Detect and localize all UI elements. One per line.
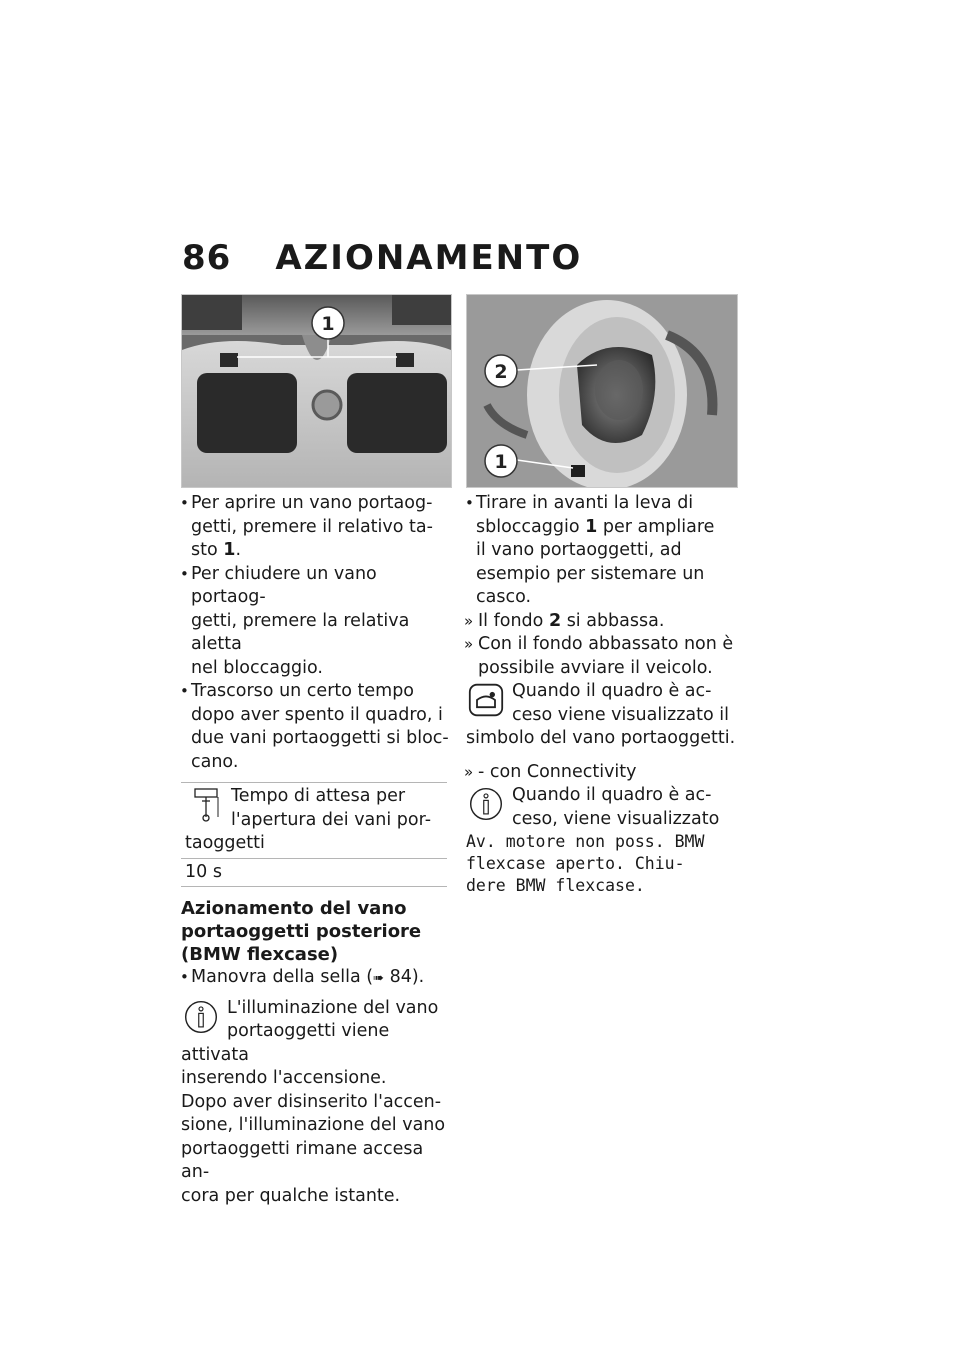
arrow-ref-icon: ➠	[373, 971, 384, 986]
page-header	[182, 238, 582, 288]
photo-callout-1b: 1	[494, 451, 508, 473]
display-message: Av. motore non poss. BMW flexcase aperto. Chiu- dere BMW flexcase.	[466, 832, 705, 895]
spec-table	[181, 782, 447, 887]
left-column	[181, 492, 453, 1208]
photo-callout-1: 1	[321, 313, 335, 335]
dashboard-photo	[181, 294, 452, 488]
page-number: 86	[182, 238, 232, 278]
spec-label-cell: Tempo di attesa per l'apertura dei vani por- taoggetti	[181, 783, 447, 859]
note-symbol: Quando il quadro è ac- ceso viene visualizzato il simbolo del vano portaoggetti.	[466, 681, 736, 748]
storage-compartment-icon	[466, 682, 506, 718]
note-display: Quando il quadro è ac- ceso, viene visualizzato Av. motore non poss. BMW flexcase aperto. Chiu- dere BMW flexcase.	[466, 784, 738, 897]
result-floor: » Il fondo 2 si abbassa.	[464, 610, 665, 631]
subheading: Azionamento del vano portaoggetti posteriore (BMW flexcase)	[181, 898, 422, 965]
bullet-lever: • Tirare in avanti la leva di sbloccaggio 1 per ampliare il vano portaoggetti, ad esempio per sistemare un casco.	[466, 492, 738, 610]
info-icon	[181, 999, 221, 1035]
bullet-manovra: • Manovra della sella (➠ 84).	[181, 966, 453, 991]
info-icon	[466, 786, 506, 822]
stopwatch-icon	[185, 787, 225, 823]
section-title: AZIONAMENTO	[275, 238, 583, 278]
page-link[interactable]: 84	[389, 967, 412, 987]
spec-value: 10 s	[181, 858, 447, 887]
info-note-light: L'illuminazione del vano portaoggetti viene attivata inserendo l'accensione. Dopo aver disinserito l'accen- sione, l'illuminazione del vano portaoggetti rimane accesa an- cora per qualche istante.	[181, 997, 446, 1206]
bullet-timeout: • Trascorso un certo tempo dopo aver spento il quadro, i due vani portaoggetti si bloc- cano.	[181, 680, 453, 774]
storage-photo	[466, 294, 738, 488]
bullet-open: • Per aprire un vano portaog- getti, premere il relativo ta- sto 1.	[181, 492, 453, 563]
right-column	[466, 492, 738, 897]
bullet-close: • Per chiudere un vano portaog- getti, premere la relativa aletta nel bloccaggio.	[181, 563, 453, 681]
connectivity-line: » - con Connectivity	[464, 761, 637, 782]
result-start: » Con il fondo abbassato non è possibile avviare il veicolo.	[464, 634, 734, 678]
photo-callout-2: 2	[494, 361, 508, 383]
